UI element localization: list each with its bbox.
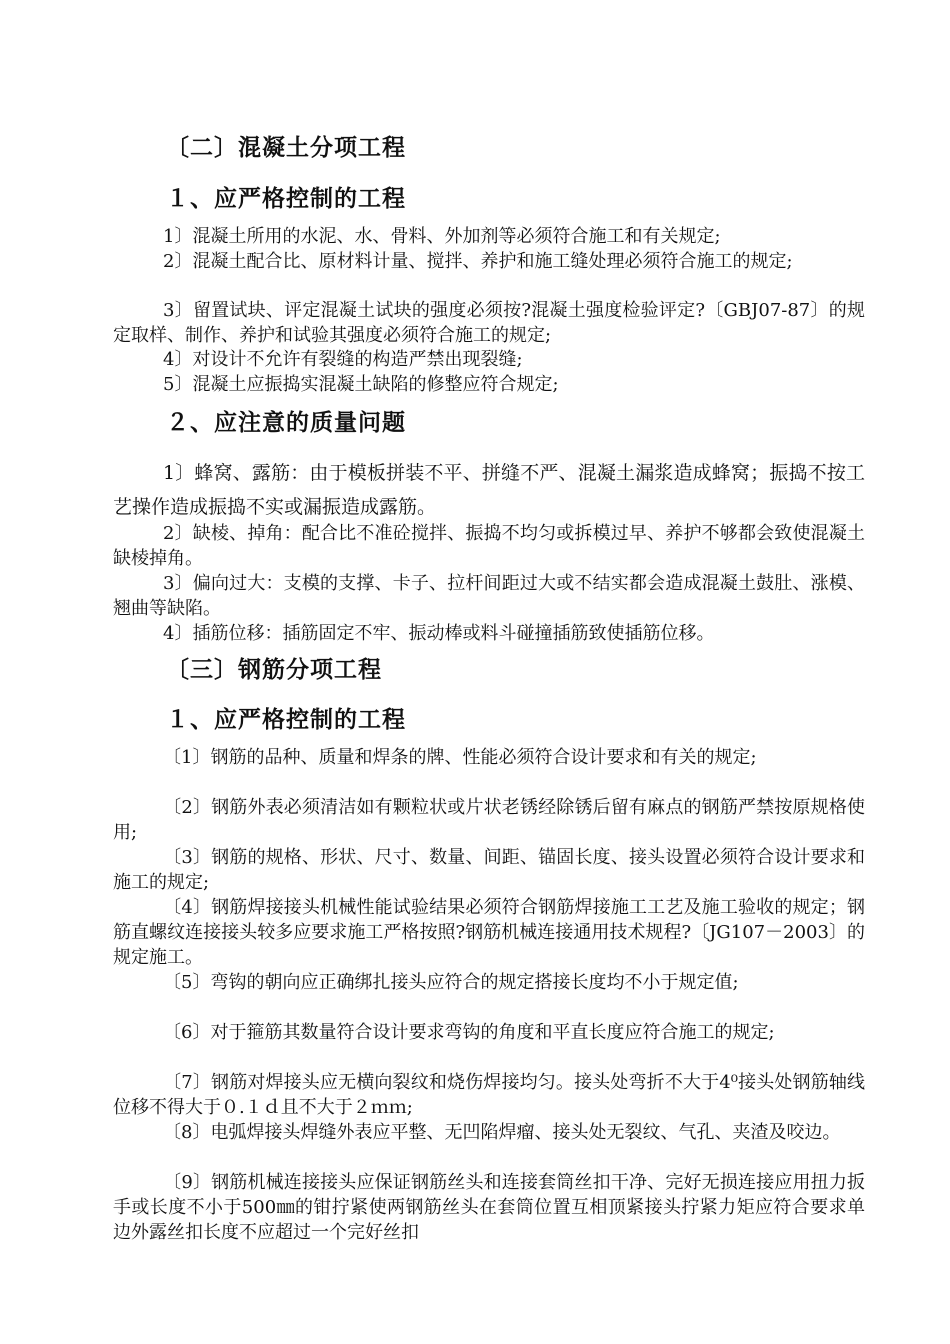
quality-issue-1: 1〕蜂窝、露筋：由于模板拼装不平、拼缝不严、混凝土漏浆造成蜂窝；振捣不按工艺操作造成振捣不实或漏振造成露筋。	[113, 462, 865, 518]
rebar-control-item-9: 〔9〕钢筋机械连接接头应保证钢筋丝头和连接套筒丝扣干净、完好无损连接应用扭力扳手或长度不小于500㎜的钳拧紧使两钢筋丝头在套筒位置互相顶紧接头拧紧力矩应符合要求单边外露丝扣长度不应超过一个完好丝扣	[113, 1172, 865, 1243]
concrete-control-item-2: 2〕混凝土配合比、原材料计量、搅拌、养护和施工缝处理必须符合施工的规定;	[163, 251, 793, 272]
rebar-control-item-3: 〔3〕钢筋的规格、形状、尺寸、数量、间距、锚固长度、接头设置必须符合设计要求和施工的规定;	[113, 847, 865, 893]
rebar-control-item-8: 〔8〕电弧焊接头焊缝外表应平整、无凹陷焊瘤、接头处无裂纹、气孔、夹渣及咬边。	[163, 1122, 841, 1143]
rebar-control-item-2: 〔2〕钢筋外表必须清洁如有颗粒状或片状老锈经除锈后留有麻点的钢筋严禁按原规格使用;	[113, 797, 865, 843]
concrete-control-item-3: 3〕留置试块、评定混凝土试块的强度必须按?混凝土强度检验评定?〔GBJ07-87〕的规定取样、制作、养护和试验其强度必须符合施工的规定;	[113, 300, 865, 346]
section-title-rebar: 〔三〕钢筋分项工程	[166, 657, 382, 683]
concrete-control-item-5: 5〕混凝土应振捣实混凝土缺陷的修整应符合规定;	[163, 374, 559, 395]
quality-issue-2: 2〕缺棱、掉角：配合比不准砼搅拌、振捣不均匀或拆模过早、养护不够都会致使混凝土缺棱掉角。	[113, 523, 865, 569]
rebar-control-item-4: 〔4〕钢筋焊接接头机械性能试验结果必须符合钢筋焊接施工工艺及施工验收的规定；钢筋直螺纹连接接头较多应要求施工严格按照?钢筋机械连接通用技术规程?〔JG107－2003〕的规定施工。	[113, 897, 865, 968]
section-title-concrete: 〔二〕混凝土分项工程	[166, 135, 406, 161]
rebar-control-item-7: 〔7〕钢筋对焊接头应无横向裂纹和烧伤焊接均匀。接头处弯折不大于4⁰接头处钢筋轴线位移不得大于０.１ｄ且不大于２ｍｍ;	[113, 1072, 865, 1118]
rebar-control-item-6: 〔6〕对于箍筋其数量符合设计要求弯钩的角度和平直长度应符合施工的规定;	[163, 1022, 775, 1043]
concrete-control-item-1: 1〕混凝土所用的水泥、水、骨料、外加剂等必须符合施工和有关规定;	[163, 226, 721, 247]
quality-issue-3: 3〕偏向过大：支模的支撑、卡子、拉杆间距过大或不结实都会造成混凝土鼓肚、涨模、翘曲等缺陷。	[113, 573, 865, 619]
subsection-title-rebar-control-items: １、应严格控制的工程	[166, 707, 406, 733]
rebar-control-item-5: 〔5〕弯钩的朝向应正确绑扎接头应符合的规定搭接长度均不小于规定值;	[163, 972, 739, 993]
quality-issue-4: 4〕插筋位移：插筋固定不牢、振动棒或料斗碰撞插筋致使插筋位移。	[163, 623, 715, 644]
subsection-title-quality-issues: ２、应注意的质量问题	[166, 410, 406, 436]
subsection-title-control-items: １、应严格控制的工程	[166, 186, 406, 212]
rebar-control-item-1: 〔1〕钢筋的品种、质量和焊条的牌、性能必须符合设计要求和有关的规定;	[163, 747, 757, 768]
concrete-control-item-4: 4〕对设计不允许有裂缝的构造严禁出现裂缝;	[163, 349, 523, 370]
